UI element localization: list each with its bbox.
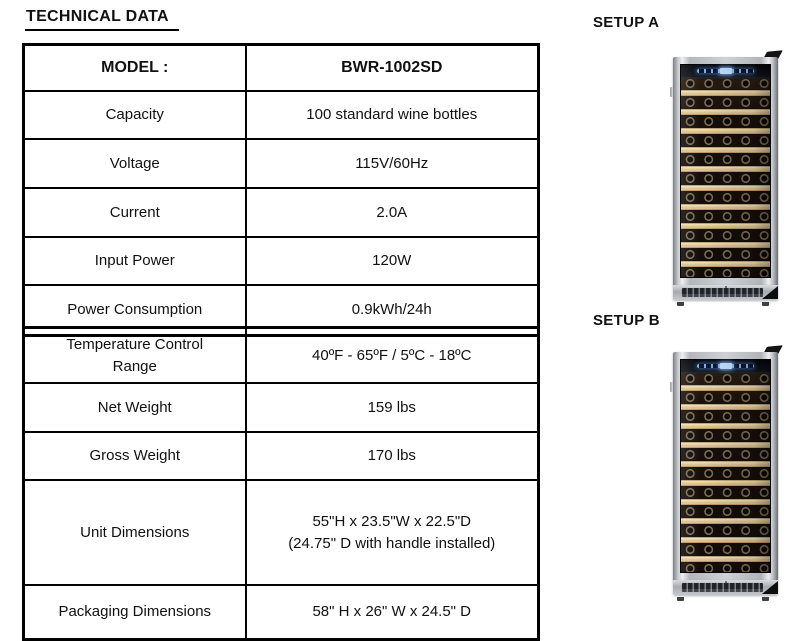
spec-row	[24, 480, 539, 585]
spec-label: Unit Dimensions	[80, 523, 190, 541]
screw-dot	[725, 581, 727, 583]
spec-row	[24, 432, 539, 480]
glass-door	[680, 64, 771, 278]
corner-cap	[762, 581, 778, 594]
cooler-cabinet	[673, 352, 778, 580]
spec-row	[24, 91, 539, 139]
right-foot	[762, 302, 769, 306]
page-title: TECHNICAL DATA	[25, 8, 179, 31]
left-foot	[677, 597, 684, 601]
bottle-shelves	[681, 372, 770, 572]
bottle-shelves	[681, 77, 770, 277]
spec-value-line2: (24.75" D with handle installed)	[288, 534, 496, 552]
wine-cooler-photo-setup-b	[673, 352, 778, 598]
led-display	[720, 68, 732, 74]
corner-cap	[762, 286, 778, 299]
spec-value: 115V/60Hz	[355, 154, 429, 172]
spec-label: Packaging Dimensions	[58, 603, 212, 621]
spec-label: Gross Weight	[89, 447, 181, 465]
spec-header-row	[24, 45, 539, 92]
vent-grille	[682, 583, 763, 592]
glass-door	[680, 359, 771, 573]
cooler-cabinet	[673, 57, 778, 285]
spec-label: Voltage	[109, 154, 160, 172]
control-panel	[681, 360, 770, 373]
spec-value: 0.9kWh/24h	[351, 301, 432, 319]
spec-value: 2.0A	[376, 203, 408, 221]
model-label: MODEL :	[101, 59, 169, 77]
spec-row	[24, 383, 539, 432]
kick-plate	[673, 580, 778, 595]
spec-row	[24, 139, 539, 188]
spec-value: 159 lbs	[367, 398, 416, 416]
spec-row	[24, 237, 539, 285]
spec-label: Temperature Control Range	[66, 335, 204, 375]
spec-row	[24, 585, 539, 640]
spec-row	[24, 328, 539, 384]
spec-label: Power Consumption	[67, 301, 203, 319]
right-foot	[762, 597, 769, 601]
screw-dot	[725, 286, 727, 288]
spec-value: 100 standard wine bottles	[306, 106, 478, 124]
control-panel	[681, 65, 770, 78]
model-value: BWR-1002SD	[341, 59, 443, 77]
spec-label: Input Power	[94, 252, 175, 270]
spec-table-lower	[22, 326, 540, 641]
left-foot	[677, 302, 684, 306]
spec-label: Net Weight	[97, 398, 172, 416]
setup-a-label: SETUP A	[593, 14, 660, 31]
door-handle	[670, 87, 673, 97]
spec-value: 40ºF - 65ºF / 5ºC - 18ºC	[312, 346, 472, 364]
wine-cooler-photo-setup-a	[673, 57, 778, 303]
door-handle	[670, 382, 673, 392]
spec-row	[24, 188, 539, 237]
spec-value: 58" H x 26" W x 24.5" D	[312, 603, 472, 621]
model-value-cell	[246, 45, 539, 92]
kick-plate	[673, 285, 778, 300]
spec-value-line1: 55"H x 23.5"W x 22.5"D	[312, 512, 472, 530]
model-label-cell	[24, 45, 246, 92]
spec-label: Current	[109, 203, 160, 221]
vent-grille	[682, 288, 763, 297]
spec-value: 170 lbs	[367, 447, 416, 465]
spec-table-upper	[22, 43, 540, 337]
led-display	[720, 363, 732, 369]
spec-value: 120W	[372, 252, 412, 270]
setup-b-label: SETUP B	[593, 312, 660, 329]
spec-label: Capacity	[105, 106, 164, 124]
